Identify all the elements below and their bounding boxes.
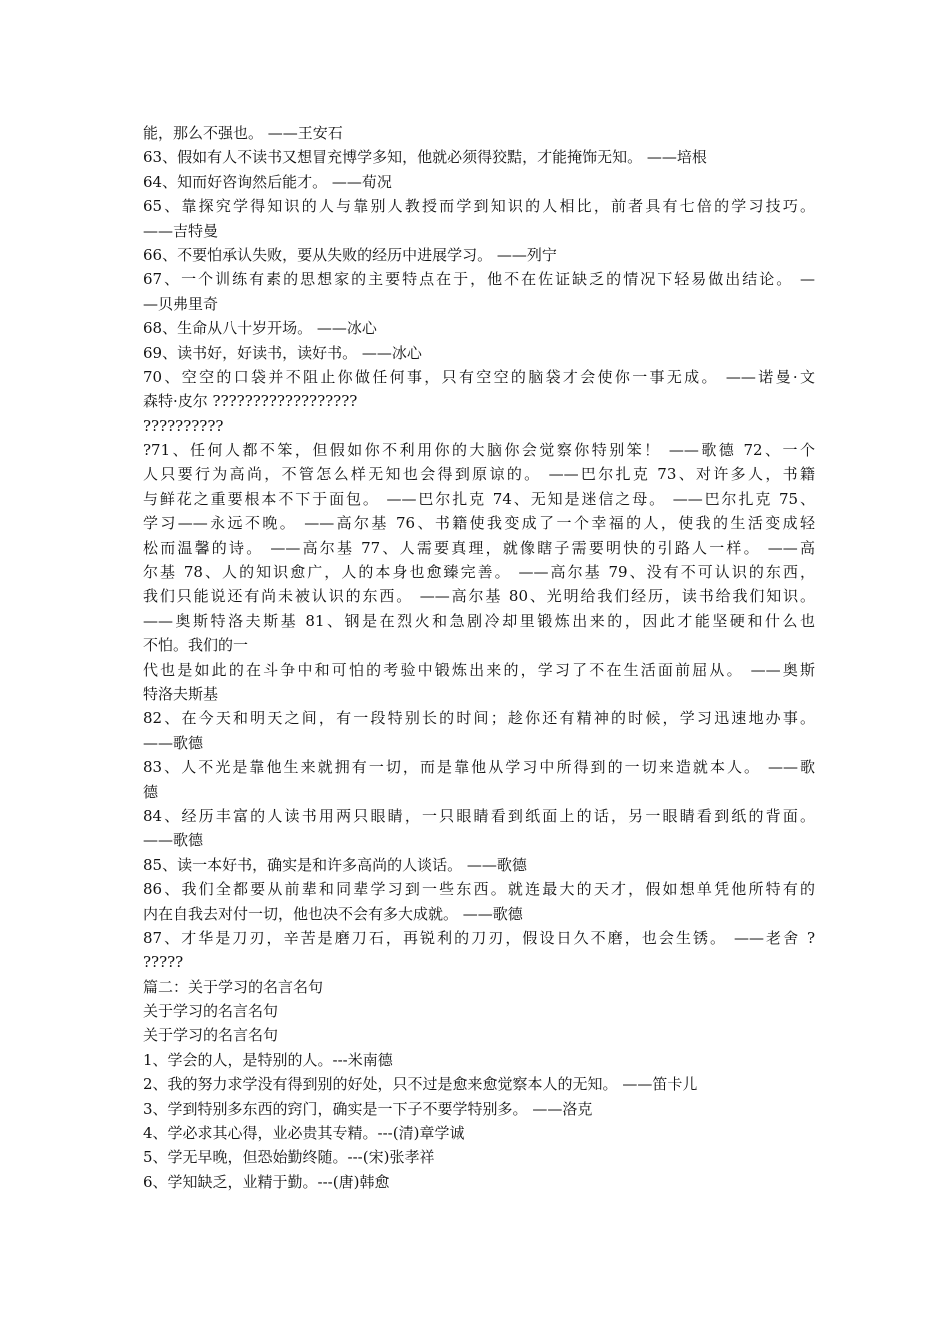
text-line: 63、假如有人不读书又想冒充博学多知，他就必须得狡黠，才能掩饰无知。 ——培根: [143, 148, 707, 167]
text-line: 84、经历丰富的人读书用两只眼睛，一只眼睛看到纸面上的话，另一眼睛看到纸的背面。: [143, 806, 815, 825]
text-line: 87、才华是刀刃，辛苦是磨刀石，再锐利的刀刃，假设日久不磨，也会生锈。 ——老舍 ?: [143, 928, 815, 947]
text-line: 70、空空的口袋并不阻止你做任何事，只有空空的脑袋才会使你一事无成。 ——诺曼·文: [143, 367, 815, 386]
text-line: 83、人不光是靠他生来就拥有一切，而是靠他从学习中所得到的一切来造就本人。 ——歌: [143, 758, 815, 777]
text-line: 6、学知缺乏，业精于勤。---(唐)韩愈: [143, 1172, 390, 1191]
text-line: 特洛夫斯基: [143, 684, 219, 703]
text-line: 内在自我去对付一切，他也决不会有多大成就。 ——歌德: [143, 904, 523, 923]
text-line: 与鲜花之重要根本不下于面包。 ——巴尔扎克 74、无知是迷信之母。 ——巴尔扎克 75、: [143, 489, 815, 508]
text-line: 64、知而好咨询然后能才。 ——荀况: [143, 172, 392, 191]
text-line: 篇二：关于学习的名言名句: [143, 977, 324, 996]
text-line: 5、学无早晚，但恐始勤终随。---(宋)张孝祥: [143, 1148, 435, 1167]
text-line: 4、学必求其心得，业必贵其专精。---(清)章学诚: [143, 1124, 465, 1143]
text-line: ?71、任何人都不笨，但假如你不利用你的大脑你会觉察你特别笨！ ——歌德 72、一个: [143, 441, 815, 460]
text-line: ?????: [143, 953, 184, 972]
text-line: ——吉特曼: [143, 221, 219, 240]
text-line: 67、一个训练有素的思想家的主要特点在于，他不在佐证缺乏的情况下轻易做出结论。 —: [143, 270, 815, 289]
text-line: 德: [143, 782, 159, 801]
text-line: ——歌德: [143, 831, 204, 850]
text-line: 68、生命从八十岁开场。 ——冰心: [143, 319, 377, 338]
text-line: 不怕。我们的一: [143, 636, 249, 655]
text-line: 代也是如此的在斗争中和可怕的考验中锻炼出来的，学习了不在生活面前屈从。 ——奥斯: [143, 660, 815, 679]
text-line: 82、在今天和明天之间，有一段特别长的时间；趁你还有精神的时候，学习迅速地办事。: [143, 709, 815, 728]
text-line: 松而温馨的诗。 ——高尔基 77、人需要真理，就像瞎子需要明快的引路人一样。 ——高: [143, 538, 815, 557]
text-line: 3、学到特别多东西的窍门，确实是一下子不要学特别多。 ——洛克: [143, 1099, 593, 1118]
text-line: 85、读一本好书，确实是和许多高尚的人谈话。 ——歌德: [143, 855, 527, 874]
text-line: 学习——永远不晚。 ——高尔基 76、书籍使我变成了一个幸福的人，使我的生活变成轻: [143, 514, 815, 533]
text-line: 66、不要怕承认失败，要从失败的经历中进展学习。 ——列宁: [143, 245, 557, 264]
text-line: 关于学习的名言名句: [143, 1002, 279, 1021]
text-line: 森特·皮尔 ??????????????????: [143, 392, 358, 411]
text-line: 人只要行为高尚，不管怎么样无知也会得到原谅的。 ——巴尔扎克 73、对许多人，书籍: [143, 465, 815, 484]
text-line: 关于学习的名言名句: [143, 1026, 279, 1045]
text-line: 69、读书好，好读书，读好书。 ——冰心: [143, 343, 422, 362]
text-line: 2、我的努力求学没有得到别的好处，只不过是愈来愈觉察本人的无知。 ——笛卡儿: [143, 1075, 698, 1094]
text-line: ——歌德: [143, 733, 204, 752]
text-line: ??????????: [143, 416, 224, 435]
text-line: 能，那么不强也。 ——王安石: [143, 124, 343, 142]
text-line: —贝弗里奇: [143, 294, 219, 313]
text-line: 我们只能说还有尚未被认识的东西。 ——高尔基 80、光明给我们经历，读书给我们知识。: [143, 587, 815, 606]
text-line: ——奥斯特洛夫斯基 81、钢是在烈火和急剧冷却里锻炼出来的，因此才能坚硬和什么也: [143, 611, 815, 630]
text-line: 尔基 78、人的知识愈广，人的本身也愈臻完善。 ——高尔基 79、没有不可认识的东西，: [143, 563, 815, 582]
text-line: 86、我们全都要从前辈和同辈学习到一些东西。就连最大的天才，假如想单凭他所特有的: [143, 880, 815, 899]
text-line: 1、学会的人，是特别的人。---米南德: [143, 1050, 393, 1069]
document-body: [143, 121, 815, 1194]
text-line: 65、靠探究学得知识的人与靠别人教授而学到知识的人相比，前者具有七倍的学习技巧。: [143, 197, 815, 216]
